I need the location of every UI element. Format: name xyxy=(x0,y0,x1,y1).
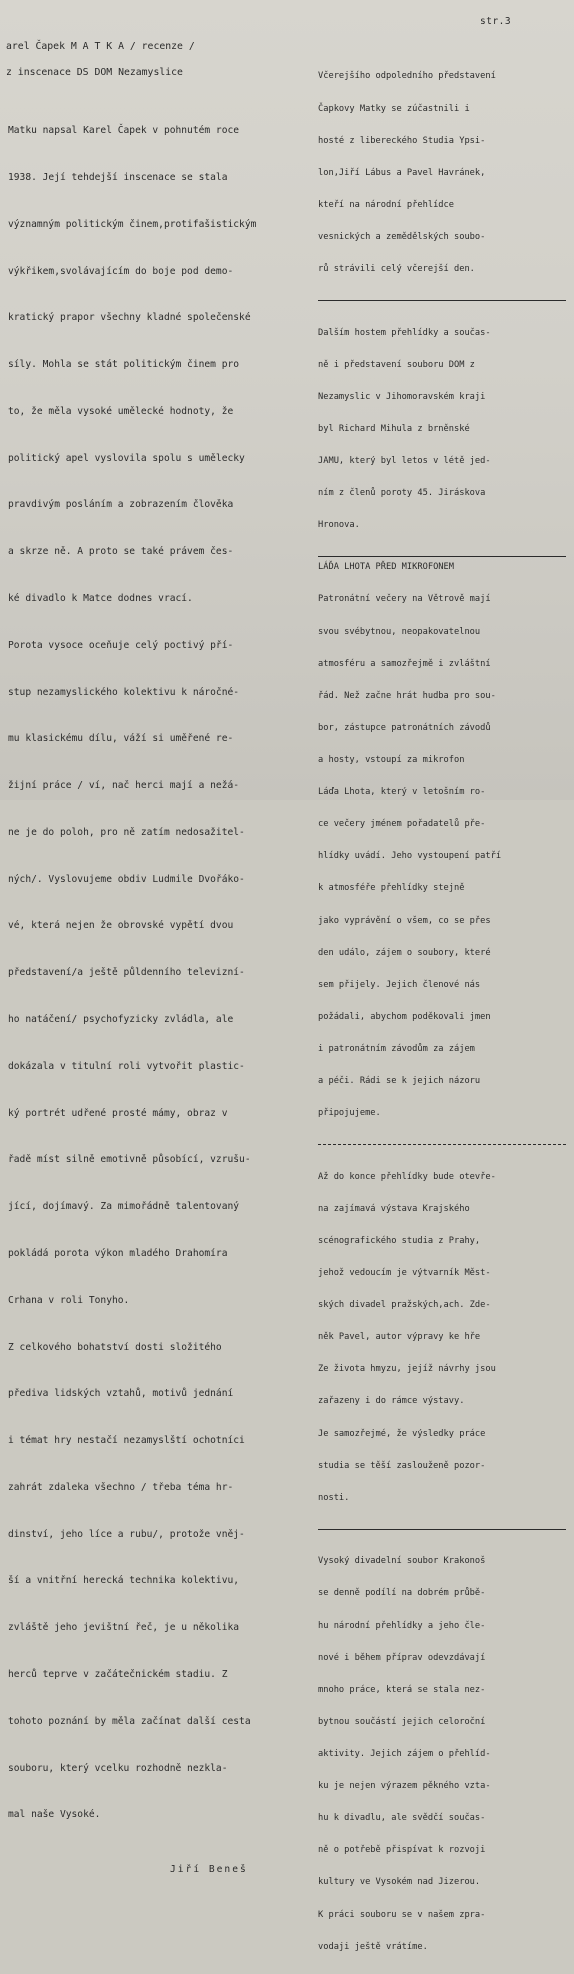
news-line: hosté z libereckého Studia Ypsi- xyxy=(318,135,486,146)
news-line: byl Richard Mihula z brněnské xyxy=(318,423,470,434)
divider-line xyxy=(318,300,566,301)
news-column xyxy=(318,50,566,1974)
news-line: mnoho práce, která se stala nez- xyxy=(318,1684,486,1695)
news-line: Nezamyslic v Jihomoravském kraji xyxy=(318,391,486,402)
news-line: nosti. xyxy=(318,1492,350,1503)
review-line: tohoto poznání by měla začínat další cesta xyxy=(8,1715,251,1727)
review-line: Z celkového bohatství dosti složitého xyxy=(8,1341,222,1353)
review-line: pravdivým posláním a zobrazením člověka xyxy=(8,499,234,511)
news-line: Ze života hmyzu, jejíž návrhy jsou xyxy=(318,1364,496,1375)
review-line: zvláště jeho jevištní řeč, je u několika xyxy=(8,1622,240,1634)
page-number: str.3 xyxy=(480,16,512,27)
review-line: politický apel vyslovila spolu s umělecky xyxy=(8,452,245,464)
review-subtitle: z inscenace DS DOM Nezamyslice xyxy=(6,67,183,78)
review-line: ne je do poloh, pro ně zatím nedosažitel- xyxy=(8,826,245,838)
news-line: rů strávili celý včerejší den. xyxy=(318,264,475,275)
review-line: a skrze ně. A proto se také právem čes- xyxy=(8,546,234,558)
news-line: požádali, abychom poděkovali jmen xyxy=(318,1011,491,1022)
news-line: ním z členů poroty 45. Jiráskova xyxy=(318,488,486,499)
review-line: stup nezamyslického kolektivu k náročné- xyxy=(8,686,240,698)
review-line: to, že měla vysoké umělecké hodnoty, že xyxy=(8,405,234,417)
news-line: hu k divadlu, ale svědčí součas- xyxy=(318,1813,486,1824)
news-line: jako vyprávění o všem, co se přes xyxy=(318,915,491,926)
review-line: síly. Mohla se stát politickým činem pro xyxy=(8,359,240,371)
review-line: mal naše Vysoké. xyxy=(8,1809,101,1821)
review-line: představení/a ještě půldenního televizní- xyxy=(8,967,245,979)
news-line: Dalším hostem přehlídky a součas- xyxy=(318,327,491,338)
review-line: pokládá porota výkon mladého Drahomíra xyxy=(8,1247,228,1259)
news-line: Čapkovy Matky se zúčastnili i xyxy=(318,103,470,114)
review-line: řadě míst silně emotivně působící, vzrušu- xyxy=(8,1154,251,1166)
news-line: Vysoký divadelní soubor Krakonoš xyxy=(318,1556,486,1567)
news-line: atmosféru a samozřejmě i zvláštní xyxy=(318,658,491,669)
divider-line xyxy=(318,556,566,557)
review-line: dinství, jeho líce a rubu/, protože vněj- xyxy=(8,1528,245,1540)
news-line: a hosty, vstoupí za mikrofon xyxy=(318,755,465,765)
news-line: K práci souboru se v našem zpra- xyxy=(318,1909,486,1920)
news-block-exhibition xyxy=(318,1150,566,1525)
review-line: herců teprve v začátečnickém stadiu. Z xyxy=(8,1668,228,1680)
news-line: scénografického studia z Prahy, xyxy=(318,1235,481,1246)
news-line: Hronova. xyxy=(318,520,360,531)
news-line: Až do konce přehlídky bude otevře- xyxy=(318,1171,496,1182)
news-line: den událo, zájem o soubory, které xyxy=(318,947,491,958)
review-line: 1938. Její tehdejší inscenace se stala xyxy=(8,171,228,183)
review-line: Porota vysoce oceňuje celý poctivý pří- xyxy=(8,639,234,651)
news-line: nové i během příprav odevzdávají xyxy=(318,1652,486,1663)
news-line: kteří na národní přehlídce xyxy=(318,199,454,210)
review-line: žijní práce / ví, nač herci mají a nežá- xyxy=(8,780,240,792)
news-line: ských divadel pražských,ach. Zde- xyxy=(318,1300,491,1311)
news-line: ce večery jménem pořadatelů pře- xyxy=(318,819,486,830)
review-body xyxy=(8,92,314,1854)
news-block-mihula xyxy=(318,306,566,552)
review-line: ký portrét udřené prosté mámy, obraz v xyxy=(8,1107,228,1119)
review-line: předivа lidských vztahů, motivů jednání xyxy=(8,1388,234,1400)
review-line: i témat hry nestačí nezamyslští ochotníci xyxy=(8,1435,245,1447)
review-line: Crhana v roli Tonyho. xyxy=(8,1294,130,1306)
review-line: ho natáčení/ psychofyzicky zvládla, ale xyxy=(8,1014,234,1026)
news-line: Je samozřejmé, že výsledky práce xyxy=(318,1428,486,1439)
news-line: hu národní přehlídky a jeho čle- xyxy=(318,1620,486,1631)
news-line: lon,Jiří Lábus a Pavel Havránek, xyxy=(318,167,486,178)
news-line: připojujeme. xyxy=(318,1108,381,1119)
news-line: se denně podílí na dobrém průbě- xyxy=(318,1588,486,1599)
divider-line xyxy=(318,1144,566,1145)
news-line: vesnických a zemědělských soubo- xyxy=(318,231,486,242)
news-line: vodaji ještě vrátíme. xyxy=(318,1941,428,1952)
news-block-lhota xyxy=(318,562,566,1140)
news-line: sem přijely. Jejich členové nás xyxy=(318,979,481,990)
news-line: na zajímavá výstava Krajského xyxy=(318,1203,470,1214)
news-line: Včerejšího odpoledního představení xyxy=(318,71,496,82)
news-line: ku je nejen výrazem pěkného vzta- xyxy=(318,1781,491,1792)
news-line: zařazeny i do rámce výstavy. xyxy=(318,1396,465,1407)
news-line: bor, zástupce patronátních závodů xyxy=(318,722,491,733)
review-line: ší a vnitřní herecká technika kolektivu, xyxy=(8,1575,240,1587)
news-line: jehož vedoucím je výtvarník Měst- xyxy=(318,1268,491,1279)
news-line: aktivity. Jejich zájem o přehlíd- xyxy=(318,1748,491,1759)
news-heading: LÁĎA LHOTA PŘED MIKROFONEM xyxy=(318,562,454,573)
news-block-krakonos xyxy=(318,1535,566,1974)
news-line: k atmosféře přehlídky stejně xyxy=(318,883,465,894)
review-line: souboru, který vcelku rozhodně nezkla- xyxy=(8,1762,228,1774)
review-line: ké divadlo k Matce dodnes vrací. xyxy=(8,593,193,604)
news-line: Patronátní večery na Větrově mají xyxy=(318,594,491,605)
review-column xyxy=(8,40,314,1875)
news-line: kultury ve Vysokém nad Jizerou. xyxy=(318,1877,481,1888)
news-line: řád. Než začne hrát hudba pro sou- xyxy=(318,690,496,701)
review-line: zahrát zdaleka všechno / třeba téma hr- xyxy=(8,1481,234,1493)
news-line: svou svébytnou, neopakovatelnou xyxy=(318,626,481,637)
review-line: vé, která nejen že obrovské vypětí dvou xyxy=(8,920,234,932)
review-line: jící, dojímavý. Za mimořádně talentovaný xyxy=(8,1201,240,1213)
news-line: JAMU, který byl letos v létě jed- xyxy=(318,456,491,467)
review-line: Matku napsal Karel Čapek v pohnutém roce xyxy=(8,125,240,137)
review-title: arel Čapek M A T K A / recenze / xyxy=(6,41,195,52)
news-line: hlídky uvádí. Jeho vystoupení patří xyxy=(318,851,502,862)
review-line: výkřikem,svolávajícím do boje pod demo- xyxy=(8,265,234,277)
news-line: ně i představení souboru DOM z xyxy=(318,359,475,370)
review-line: ných/. Vyslovujeme obdiv Ludmile Dvořáko- xyxy=(8,873,245,885)
news-line: Láďa Lhota, který v letošním ro- xyxy=(318,787,486,798)
review-line: dokázala v titulní roli vytvořit plastic- xyxy=(8,1060,245,1072)
news-line: a péči. Rádi se k jejich názoru xyxy=(318,1076,481,1087)
divider-line xyxy=(318,1529,566,1530)
review-line: významným politickým činem,protifašistickým xyxy=(8,218,257,230)
review-line: mu klasickému dílu, váží si uměřené re- xyxy=(8,733,234,745)
review-line: kratický prapor všechny kladné společenské xyxy=(8,312,251,324)
news-line: bytnou součástí jejich celoroční xyxy=(318,1716,486,1727)
news-line: něk Pavel, autor výpravy ke hře xyxy=(318,1332,481,1343)
news-block-guests xyxy=(318,50,566,296)
news-line: studia se těší zaslouženě pozor- xyxy=(318,1460,486,1471)
review-signature: Jiří Beneš xyxy=(170,1864,248,1876)
news-line: i patronátním závodům za zájem xyxy=(318,1043,475,1054)
news-line: ně o potřebě přispívat k rozvoji xyxy=(318,1845,486,1856)
